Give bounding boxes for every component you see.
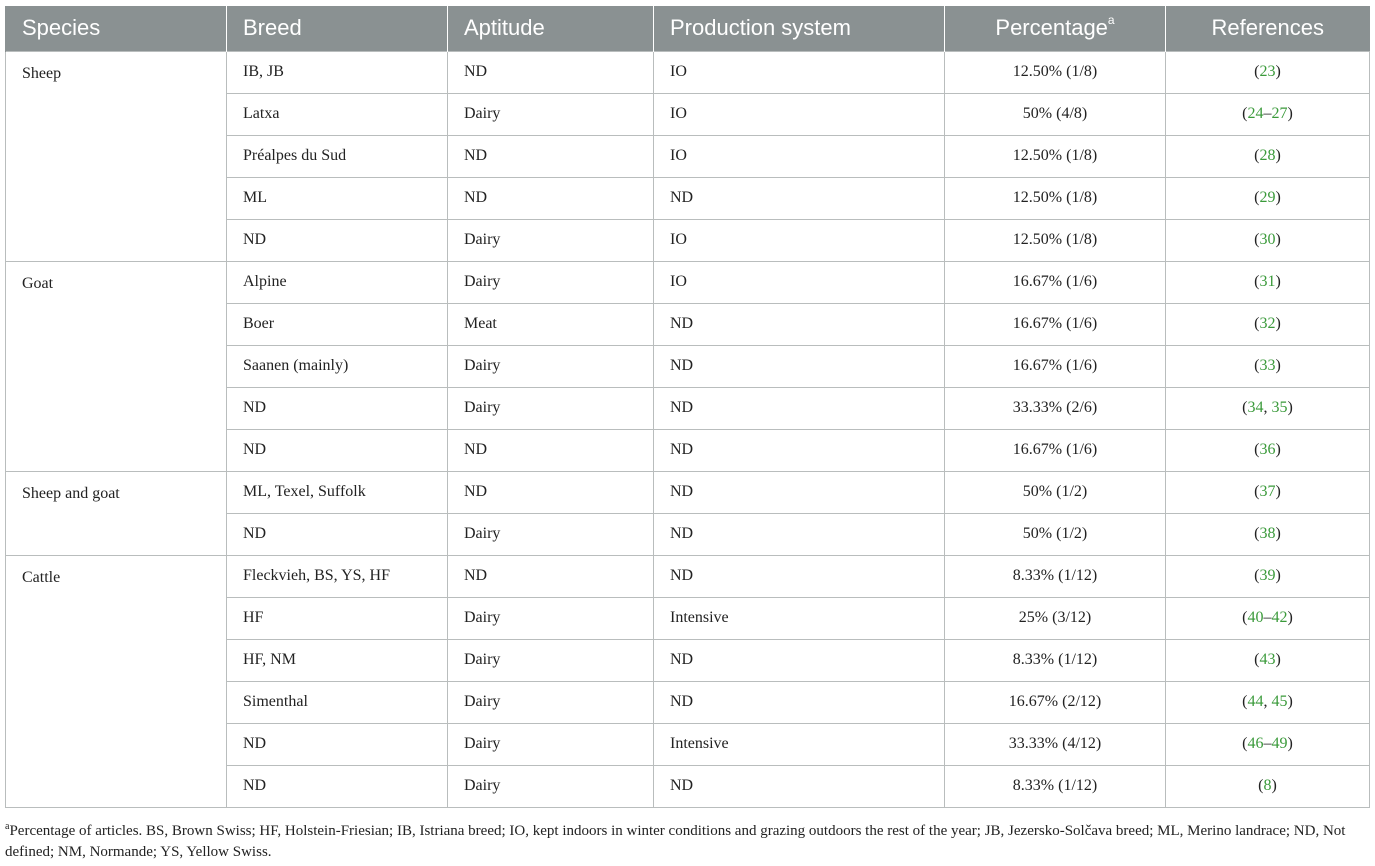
cell-references: [1166, 639, 1370, 681]
cell-percentage: 16.67% (1/6): [945, 429, 1166, 471]
reference-link[interactable]: 23: [1259, 63, 1276, 80]
reference-link[interactable]: 37: [1259, 483, 1276, 500]
reference-link[interactable]: 30: [1259, 231, 1276, 248]
cell-aptitude: Dairy: [448, 513, 654, 555]
reference-link[interactable]: 43: [1259, 651, 1276, 668]
reference-open-paren: (: [1254, 63, 1260, 80]
reference-close-paren: ): [1275, 567, 1281, 584]
cell-aptitude: Dairy: [448, 723, 654, 765]
cell-breed: ND: [227, 429, 448, 471]
reference-open-paren: (: [1242, 609, 1248, 626]
header-percentage: [945, 6, 1166, 51]
cell-percentage: 12.50% (1/8): [945, 177, 1166, 219]
cell-percentage: 8.33% (1/12): [945, 639, 1166, 681]
table-footnote: [5, 816, 1371, 863]
cell-references: [1166, 261, 1370, 303]
cell-percentage: 16.67% (1/6): [945, 345, 1166, 387]
reference-open-paren: (: [1242, 735, 1248, 752]
reference-separator: ,: [1263, 693, 1272, 710]
cell-production-system: IO: [654, 93, 945, 135]
cell-references: [1166, 723, 1370, 765]
cell-percentage: 8.33% (1/12): [945, 765, 1166, 807]
cell-references: [1166, 555, 1370, 597]
reference-link[interactable]: 36: [1259, 441, 1276, 458]
cell-production-system: Intensive: [654, 723, 945, 765]
table-row: [6, 555, 1370, 597]
reference-open-paren: (: [1254, 315, 1260, 332]
reference-open-paren: (: [1242, 105, 1248, 122]
reference-link[interactable]: 40: [1247, 609, 1264, 626]
reference-close-paren: ): [1275, 483, 1281, 500]
cell-percentage: 33.33% (4/12): [945, 723, 1166, 765]
reference-open-paren: (: [1258, 777, 1264, 794]
header-aptitude: Aptitude: [448, 6, 654, 51]
cell-aptitude: Dairy: [448, 387, 654, 429]
cell-breed: ND: [227, 387, 448, 429]
reference-close-paren: ): [1275, 231, 1281, 248]
cell-percentage: 50% (1/2): [945, 513, 1166, 555]
header-production-system: Production system: [654, 6, 945, 51]
cell-production-system: ND: [654, 387, 945, 429]
reference-close-paren: ): [1275, 651, 1281, 668]
cell-percentage: 16.67% (1/6): [945, 261, 1166, 303]
reference-close-paren: ): [1275, 525, 1281, 542]
cell-percentage: 50% (4/8): [945, 93, 1166, 135]
reference-link[interactable]: 28: [1259, 147, 1276, 164]
header-breed: Breed: [227, 6, 448, 51]
reference-separator: –: [1263, 609, 1272, 626]
cell-references: [1166, 51, 1370, 93]
cell-aptitude: Meat: [448, 303, 654, 345]
reference-link[interactable]: 38: [1259, 525, 1276, 542]
table-row: [6, 261, 1370, 303]
cell-breed: HF: [227, 597, 448, 639]
cell-production-system: IO: [654, 219, 945, 261]
reference-link[interactable]: 29: [1259, 189, 1276, 206]
table-row: [6, 471, 1370, 513]
cell-references: [1166, 219, 1370, 261]
cell-aptitude: Dairy: [448, 681, 654, 723]
cell-percentage: 16.67% (1/6): [945, 303, 1166, 345]
reference-close-paren: ): [1275, 441, 1281, 458]
reference-open-paren: (: [1254, 231, 1260, 248]
cell-production-system: ND: [654, 555, 945, 597]
reference-link[interactable]: 46: [1247, 735, 1264, 752]
cell-aptitude: Dairy: [448, 219, 654, 261]
cell-breed: ND: [227, 219, 448, 261]
reference-open-paren: (: [1242, 693, 1248, 710]
cell-aptitude: ND: [448, 471, 654, 513]
cell-references: [1166, 93, 1370, 135]
cell-production-system: ND: [654, 471, 945, 513]
cell-production-system: ND: [654, 303, 945, 345]
reference-link[interactable]: 34: [1247, 399, 1264, 416]
cell-breed: ND: [227, 765, 448, 807]
reference-separator: –: [1263, 735, 1272, 752]
cell-percentage: 50% (1/2): [945, 471, 1166, 513]
footnote-text: Percentage of articles. BS, Brown Swiss; HF, Holstein-Friesian; IB, Istriana breed; IO, kept indoors in winter conditions and grazing outdoors the rest of the year; JB, Jezersko-Solčava breed; ML, Merino landrace; ND, Not defined; NM, Normande; YS, Yellow Swiss.: [5, 823, 1346, 860]
reference-close-paren: ): [1271, 777, 1277, 794]
species-breed-table: [5, 6, 1370, 808]
cell-production-system: IO: [654, 135, 945, 177]
cell-aptitude: ND: [448, 429, 654, 471]
cell-percentage: 8.33% (1/12): [945, 555, 1166, 597]
cell-breed: ND: [227, 723, 448, 765]
cell-breed: ND: [227, 513, 448, 555]
reference-close-paren: ): [1287, 105, 1293, 122]
cell-production-system: ND: [654, 177, 945, 219]
cell-references: [1166, 345, 1370, 387]
reference-open-paren: (: [1254, 525, 1260, 542]
reference-link[interactable]: 49: [1271, 735, 1288, 752]
reference-link[interactable]: 8: [1263, 777, 1272, 794]
reference-open-paren: (: [1254, 441, 1260, 458]
reference-open-paren: (: [1242, 399, 1248, 416]
cell-aptitude: Dairy: [448, 261, 654, 303]
cell-breed: ML, Texel, Suffolk: [227, 471, 448, 513]
cell-production-system: ND: [654, 681, 945, 723]
reference-close-paren: ): [1275, 63, 1281, 80]
reference-close-paren: ): [1287, 735, 1293, 752]
cell-percentage: 12.50% (1/8): [945, 219, 1166, 261]
cell-aptitude: Dairy: [448, 597, 654, 639]
reference-close-paren: ): [1275, 189, 1281, 206]
reference-open-paren: (: [1254, 273, 1260, 290]
cell-breed: Fleckvieh, BS, YS, HF: [227, 555, 448, 597]
reference-link[interactable]: 24: [1247, 105, 1264, 122]
reference-open-paren: (: [1254, 147, 1260, 164]
cell-breed: IB, JB: [227, 51, 448, 93]
cell-breed: Alpine: [227, 261, 448, 303]
table-header: [6, 6, 1370, 51]
reference-link[interactable]: 45: [1271, 693, 1288, 710]
reference-open-paren: (: [1254, 651, 1260, 668]
cell-aptitude: Dairy: [448, 93, 654, 135]
cell-references: [1166, 303, 1370, 345]
cell-breed: HF, NM: [227, 639, 448, 681]
cell-references: [1166, 429, 1370, 471]
cell-percentage: 12.50% (1/8): [945, 135, 1166, 177]
cell-references: [1166, 765, 1370, 807]
reference-link[interactable]: 42: [1271, 609, 1288, 626]
cell-species: Cattle: [6, 555, 227, 807]
cell-breed: Simenthal: [227, 681, 448, 723]
cell-aptitude: Dairy: [448, 639, 654, 681]
cell-breed: Préalpes du Sud: [227, 135, 448, 177]
cell-aptitude: Dairy: [448, 765, 654, 807]
cell-production-system: ND: [654, 765, 945, 807]
cell-production-system: IO: [654, 261, 945, 303]
reference-link[interactable]: 27: [1271, 105, 1288, 122]
cell-percentage: 33.33% (2/6): [945, 387, 1166, 429]
table-body: [6, 51, 1370, 807]
reference-close-paren: ): [1287, 693, 1293, 710]
reference-open-paren: (: [1254, 567, 1260, 584]
cell-aptitude: ND: [448, 51, 654, 93]
cell-percentage: 25% (3/12): [945, 597, 1166, 639]
cell-references: [1166, 471, 1370, 513]
cell-aptitude: Dairy: [448, 345, 654, 387]
reference-close-paren: ): [1287, 399, 1293, 416]
cell-references: [1166, 597, 1370, 639]
header-percentage-label: Percentage: [995, 15, 1108, 41]
reference-open-paren: (: [1254, 189, 1260, 206]
reference-link[interactable]: 32: [1259, 315, 1276, 332]
cell-production-system: ND: [654, 345, 945, 387]
cell-breed: ML: [227, 177, 448, 219]
reference-link[interactable]: 35: [1271, 399, 1288, 416]
cell-production-system: IO: [654, 51, 945, 93]
table-row: [6, 51, 1370, 93]
reference-link[interactable]: 39: [1259, 567, 1276, 584]
reference-close-paren: ): [1275, 315, 1281, 332]
cell-references: [1166, 387, 1370, 429]
reference-separator: –: [1263, 105, 1272, 122]
header-references: References: [1166, 6, 1370, 51]
cell-production-system: Intensive: [654, 597, 945, 639]
reference-link[interactable]: 44: [1247, 693, 1264, 710]
cell-species: Sheep and goat: [6, 471, 227, 555]
footnote-marker: a: [5, 821, 10, 832]
reference-close-paren: ): [1275, 147, 1281, 164]
cell-references: [1166, 681, 1370, 723]
cell-breed: Boer: [227, 303, 448, 345]
reference-separator: ,: [1263, 399, 1272, 416]
cell-aptitude: ND: [448, 555, 654, 597]
cell-aptitude: ND: [448, 135, 654, 177]
data-table-container: [5, 6, 1369, 808]
cell-breed: Latxa: [227, 93, 448, 135]
cell-species: Sheep: [6, 51, 227, 261]
cell-percentage: 16.67% (2/12): [945, 681, 1166, 723]
cell-production-system: ND: [654, 639, 945, 681]
cell-breed: Saanen (mainly): [227, 345, 448, 387]
reference-close-paren: ): [1275, 273, 1281, 290]
header-percentage-footnote-marker: a: [1107, 13, 1115, 28]
reference-link[interactable]: 31: [1259, 273, 1276, 290]
cell-production-system: ND: [654, 513, 945, 555]
cell-aptitude: ND: [448, 177, 654, 219]
cell-references: [1166, 177, 1370, 219]
cell-references: [1166, 135, 1370, 177]
cell-production-system: ND: [654, 429, 945, 471]
reference-link[interactable]: 33: [1259, 357, 1276, 374]
reference-close-paren: ): [1275, 357, 1281, 374]
cell-percentage: 12.50% (1/8): [945, 51, 1166, 93]
cell-species: Goat: [6, 261, 227, 471]
header-row: [6, 6, 1370, 51]
header-species: Species: [6, 6, 227, 51]
reference-close-paren: ): [1287, 609, 1293, 626]
cell-references: [1166, 513, 1370, 555]
reference-open-paren: (: [1254, 357, 1260, 374]
reference-open-paren: (: [1254, 483, 1260, 500]
